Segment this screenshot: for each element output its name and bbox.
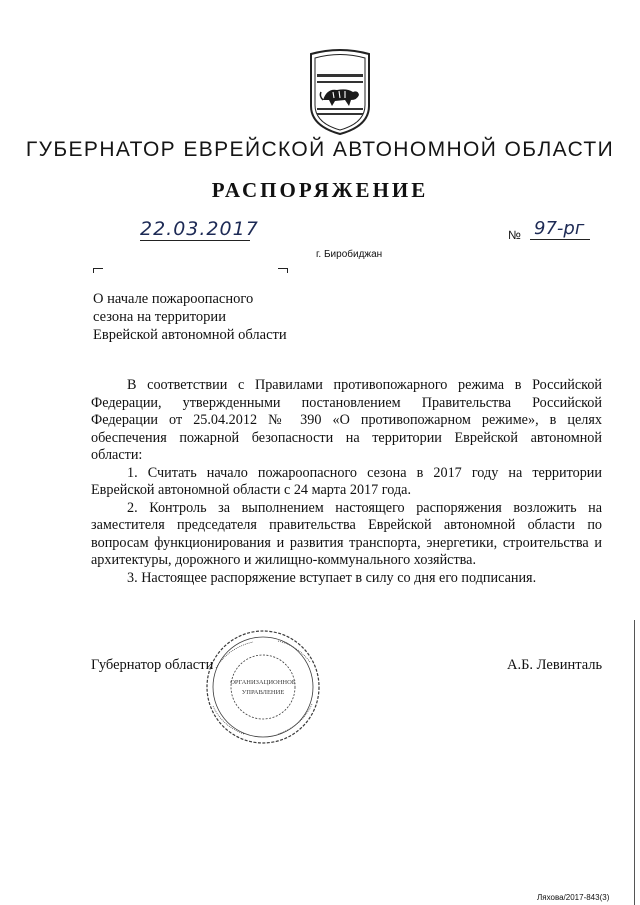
stamp-inner-text: ОРГАНИЗАЦИОННОЕ [230,679,296,686]
subject-bracket-right [278,268,288,273]
subject-block [93,290,287,344]
number-label: № [508,228,521,242]
footer-reference: Ляхова/2017-843(3) [537,893,610,902]
body-intro: В соответствии с Правилами противопожарного режима в Российской Федерации, утвержденными постановлением Правительства Российской Федерации от 25.04.2012 № 390 «О противопожарном режиме», в целях обеспечения пожарной безопасности на территории Еврейской автономной области: [91,377,602,463]
document-body [91,377,602,587]
document-type-heading: РАСПОРЯЖЕНИЕ [211,178,429,202]
signatory-role: Губернатор области [91,657,214,673]
subject-line: О начале пожароопасного [93,291,254,307]
body-item-1: 1. Считать начало пожароопасного сезона в 2017 году на территории Еврейской автономной области с 24 марта 2017 года. [91,464,602,498]
body-item-2: 2. Контроль за выполнением настоящего распоряжения возложить на заместителя председателя правительства Еврейской автономной области по вопросам функционирования и развития транспорта, энергетики, строительства и архитектуры, дорожного и жилищно-коммунального хозяйства. [91,499,602,568]
scan-edge-line [634,620,635,905]
governor-title: ГУБЕРНАТОР ЕВРЕЙСКОЙ АВТОНОМНОЙ ОБЛАСТИ [25,138,615,161]
coat-of-arms-emblem [303,48,377,136]
stamp-inner-text: УПРАВЛЕНИЕ [241,689,285,696]
subject-line: сезона на территории [93,309,226,325]
document-date: 22.03.2017 [140,218,259,240]
official-stamp [198,628,328,746]
document-number: 97-рг [530,218,590,240]
signatory-name: А.Б. Левинталь [507,657,603,673]
subject-line: Еврейской автономной области [93,327,287,343]
body-item-3: 3. Настоящее распоряжение вступает в силу со дня его подписания. [127,569,537,586]
subject-bracket-left [93,268,103,273]
city-name: г. Биробиджан [316,249,383,260]
